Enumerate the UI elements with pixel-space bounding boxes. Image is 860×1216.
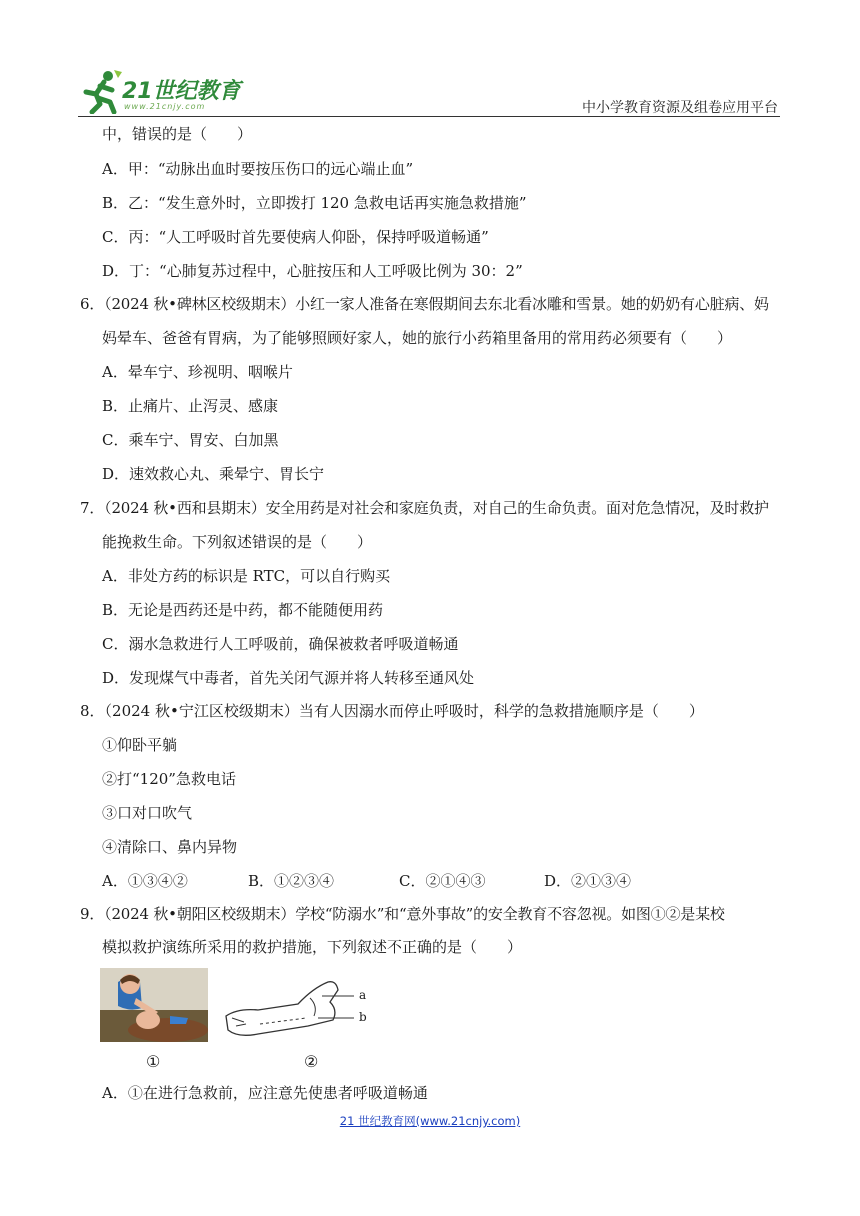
logo [78, 64, 253, 120]
q7-stem-line2: 能挽救生命。下列叙述错误的是（ ） [102, 533, 373, 551]
q9-stem-line1: 9．（2024 秋•朝阳区校级期末）学校“防溺水”和“意外事故”的安全教育不容忽视。如图①②是某校 [80, 905, 725, 923]
footer-link[interactable]: 21 世纪教育网(www.21cnjy.com) [339, 1114, 521, 1128]
figure-1-label: ① [146, 1052, 161, 1071]
q5-option-b: B．乙：“发生意外时，立即拨打 120 急救电话再实施急救措施” [102, 194, 527, 212]
q6-option-a: A．晕车宁、珍视明、咽喉片 [102, 363, 293, 381]
runner-logo-icon [78, 68, 124, 114]
q8-stem: 8．（2024 秋•宁江区校级期末）当有人因溺水而停止呼吸时，科学的急救措施顺序是（ ） [80, 702, 704, 720]
q6-option-d: D．速效救心丸、乘晕宁、胃长宁 [102, 465, 325, 483]
cpr-illustration [100, 968, 208, 1042]
header-divider [78, 116, 780, 117]
logo-subtext: www.21cnjy.com [124, 102, 206, 111]
q5-tail: 中，错误的是（ ） [102, 125, 253, 143]
q9-option-a: A．①在进行急救前，应注意先使患者呼吸道畅通 [102, 1084, 428, 1102]
q7-option-b: B．无论是西药还是中药，都不能随便用药 [102, 601, 384, 619]
q8-option-c: C．②①④③ [399, 872, 486, 890]
q5-option-a: A．甲：“动脉出血时要按压伤口的远心端止血” [102, 160, 414, 178]
q6-stem-line2: 妈晕车、爸爸有胃病，为了能够照顾好家人，她的旅行小药箱里备用的常用药必须要有（ ） [102, 329, 733, 347]
q5-option-c: C．丙：“人工呼吸时首先要使病人仰卧，保持呼吸道畅通” [102, 228, 489, 246]
q5-option-d: D．丁：“心肺复苏过程中，心脏按压和人工呼吸比例为 30：2” [102, 262, 523, 280]
q9-stem-line2: 模拟救护演练所采用的救护措施，下列叙述不正确的是（ ） [102, 938, 523, 956]
q8-step-2: ②打“120”急救电话 [102, 770, 236, 788]
arm-label-a: a [359, 988, 367, 1002]
platform-title: 中小学教育资源及组卷应用平台 [582, 100, 778, 116]
page-header [78, 64, 780, 120]
q8-option-a: A．①③④② [102, 872, 188, 890]
figure-2-label: ② [304, 1052, 319, 1071]
arm-diagram [218, 968, 368, 1048]
q6-stem-line1: 6．（2024 秋•碑林区校级期末）小红一家人准备在寒假期间去东北看冰雕和雪景。她的奶奶有心脏病、妈 [80, 295, 769, 313]
q6-option-c: C．乘车宁、胃安、白加黑 [102, 431, 279, 449]
q7-option-a: A．非处方药的标识是 RTC，可以自行购买 [102, 567, 391, 585]
q8-step-4: ④清除口、鼻内异物 [102, 838, 238, 856]
q8-option-d: D．②①③④ [544, 872, 632, 890]
q7-stem-line1: 7．（2024 秋•西和县期末）安全用药是对社会和家庭负责，对自己的生命负责。面对危急情况，及时救护 [80, 499, 769, 517]
q8-step-3: ③口对口吹气 [102, 804, 193, 822]
q8-option-b: B．①②③④ [248, 872, 335, 890]
q6-option-b: B．止痛片、止泻灵、感康 [102, 397, 279, 415]
q7-option-d: D．发现煤气中毒者，首先关闭气源并将人转移至通风处 [102, 669, 475, 687]
arm-label-b: b [359, 1010, 367, 1024]
q7-option-c: C．溺水急救进行人工呼吸前，确保被救者呼吸道畅通 [102, 635, 459, 653]
logo-text: 21世纪教育 [122, 79, 241, 104]
q8-step-1: ①仰卧平躺 [102, 736, 178, 754]
